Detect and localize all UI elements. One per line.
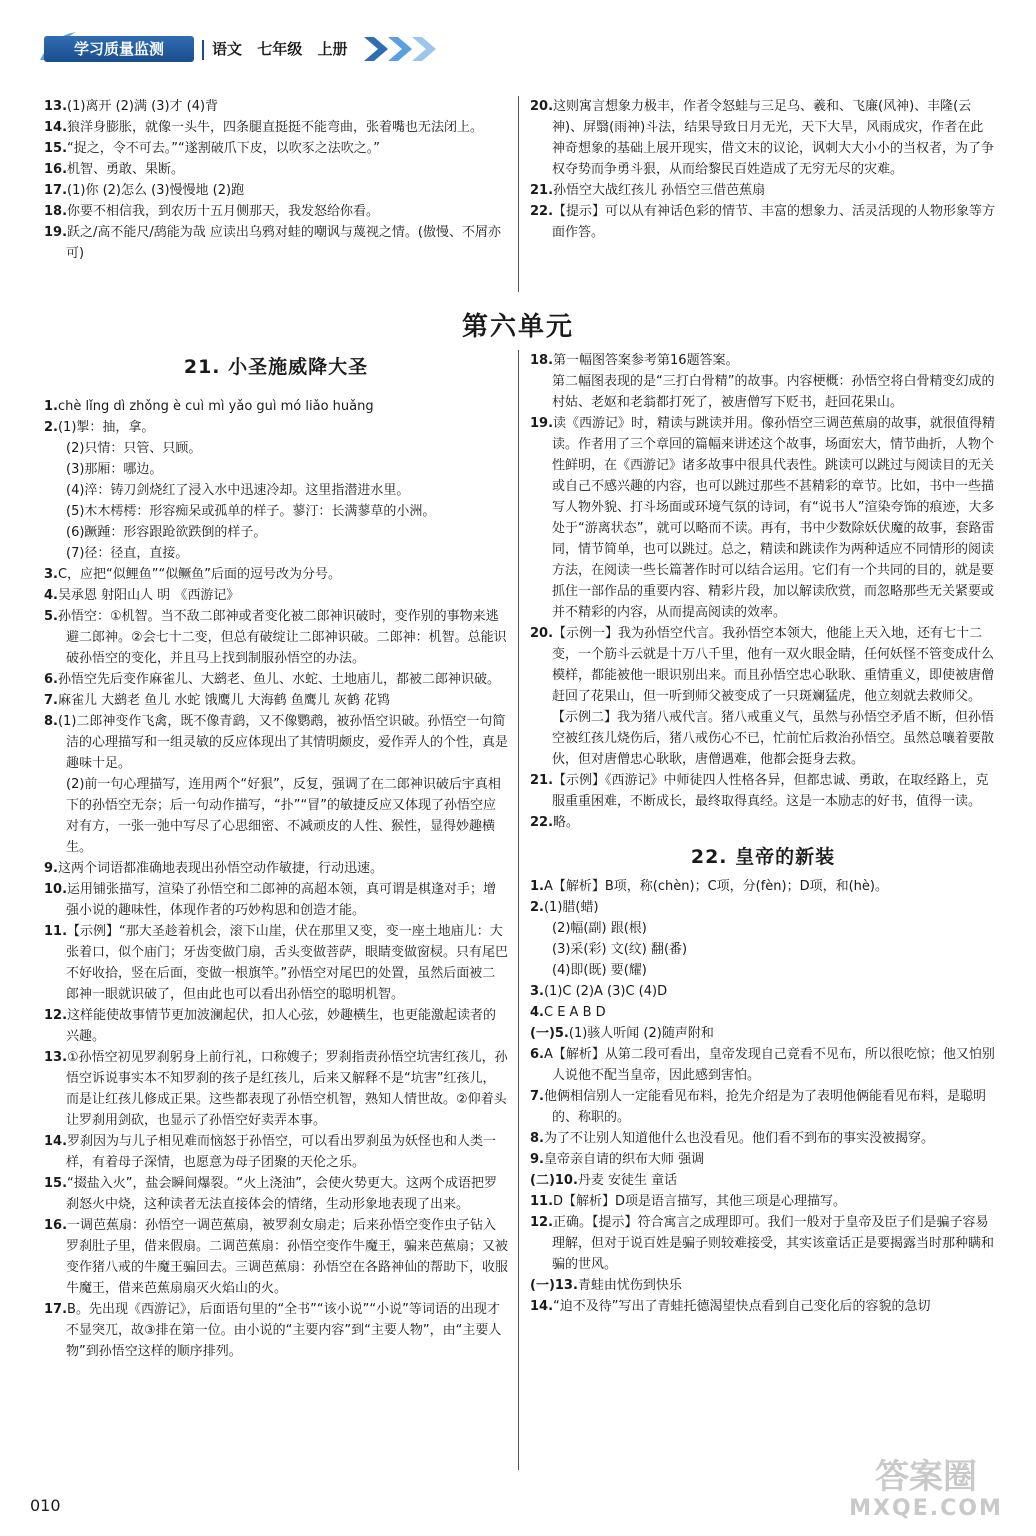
section-21-title: 21. 小圣施威降大圣 bbox=[183, 356, 369, 378]
list-item: 10.运用铺张描写，渲染了孙悟空和二郎神的高超本领，真可谓是棋逢对手；增强小说的趣味性，体现作者的巧妙构思和创造才能。 bbox=[44, 882, 497, 918]
brand-badge: 学习质量监测 bbox=[44, 36, 194, 62]
list-item: (4)即(既) 要(耀) bbox=[552, 963, 647, 978]
list-item: 21.【示例】《西游记》中师徒四人性格各异，但都忠诚、勇敢，在取经路上，克服重重困难，不断成长，最终取得真经。这是一本励志的好书，值得一读。 bbox=[530, 773, 989, 809]
list-item: 18.你要不相信我，到农历十五月侧那天，我发怒给你看。 bbox=[44, 204, 380, 219]
list-item: (7)径：径直，直接。 bbox=[66, 546, 189, 561]
header-divider bbox=[202, 40, 204, 60]
list-item: 12.正确。【提示】符合寓言之成理即可。我们一般对于皇帝及臣子们是骗子容易理解，但对于说百姓是骗子则较难接受，其实该童话正是要揭露当时那种瞒和骗的世风。 bbox=[530, 1215, 995, 1272]
right-main-answers bbox=[530, 350, 996, 833]
list-item: 13.(1)离开 (2)满 (3)才 (4)背 bbox=[44, 99, 219, 114]
list-item: 17.(1)你 (2)怎么 (3)慢慢地 (2)跑 bbox=[44, 183, 245, 198]
page-header bbox=[44, 28, 444, 68]
list-item: 7.麻雀儿 大鹚老 鱼儿 水蛇 饿鹰儿 大海鹤 鱼鹰儿 灰鹤 花鸨 bbox=[44, 693, 391, 708]
watermark-logo bbox=[836, 1458, 1016, 1528]
list-item: 2.(1)掣：抽，拿。 bbox=[44, 420, 155, 435]
list-item: 19.读《西游记》时，精读与跳读并用。像孙悟空三调芭蕉扇的故事，就很值得精读。作者用了三个章回的篇幅来讲述这个故事，场面宏大，情节曲折，人物个性鲜明，在《西游记》诸多故事中很具代表性。跳读可以跳过与阅读目的无关或自己不感兴趣的内容，也可以跳过那些不甚精彩的章节。比如，书中一些描写人物外貌、打斗场面或环境气氛的诗词，有“说书人”渲染夸饰的痕迹，大多处于“游离状态”，就可以略而不读。再有，书中少数除妖伏魔的故事，套路雷同，情节简单，也可以跳过。总之，精读和跳读作为两种适应不同情形的阅读方法，在阅读一些长篇著作时可以结合运用。它们有一个共同的目的，就是要抓住一部作品的重要内容、精彩片段，加以解读欣赏，而忽略那些无关紧要或并不精彩的内容，从而提高阅读的效率。 bbox=[530, 416, 996, 620]
list-item: (3)采(彩) 文(纹) 翻(番) bbox=[552, 942, 688, 957]
list-item: 4.吴承恩 射阳山人 明 《西游记》 bbox=[44, 588, 240, 603]
list-item: 3.(1)C (2)A (3)C (4)D bbox=[530, 984, 668, 999]
list-item: 11.【示例】“那大圣趁着机会，滚下山崖，伏在那里又变，变一座土地庙儿：大张着口，似个庙门；牙齿变做门扇，舌头变做菩萨，眼睛变做窗棂。只有尾巴不好收拾，竖在后面，变做一根旗竿。”孙悟空对尾巴的处置，虽然后面被二郎神一眼就识破了，但由此也可以看出孙悟空的聪明机智。 bbox=[44, 924, 509, 1002]
top-right-answers bbox=[530, 96, 996, 243]
watermark-line1: 答案圈 bbox=[875, 1457, 977, 1497]
list-item: 16.一调芭蕉扇：孙悟空一调芭蕉扇，被罗刹女扇走；后来孙悟空变作虫子钻入罗刹肚子里，借来假扇。二调芭蕉扇：孙悟空变作牛魔王，骗来芭蕉扇；又被变作猪八戒的牛魔王骗回去。三调芭蕉扇：孙悟空在各路神仙的帮助下，收服牛魔王，借来芭蕉扇扇灭火焰山的火。 bbox=[44, 1218, 509, 1296]
volume-label: 上册 bbox=[317, 40, 348, 58]
list-item: 20.这则寓言想象力极丰，作者令怒蛙与三足乌、羲和、飞廉(风神)、丰隆(云神)、屏翳(雨神)斗法，结果导致日月无光，天下大旱，风雨成灾，作者在此神奇想象的基础上展开现实，借文末的议论，讽刺大大小小的当权者，为了争权夺势而争勇斗狠，从而给黎民百姓造成了无穷无尽的灾难。 bbox=[530, 99, 995, 177]
list-item: 5.孙悟空：①机智。当不敌二郎神或者变化被二郎神识破时，变作别的事物来逃避二郎神。②会七十二变，但总有破绽让二郎神识破。二郎神：机智。总能识破孙悟空的变化，并且马上找到制服孙悟空的办法。 bbox=[44, 609, 507, 666]
list-item: (一)13.青蛙由忧伤到快乐 bbox=[530, 1278, 682, 1293]
list-item: (2)只情：只管、只顾。 bbox=[66, 441, 202, 456]
list-item: 8.(1)二郎神变作飞禽，既不像青鹞，又不像鹦鹉，被孙悟空识破。孙悟空一句简洁的心理描写和一组灵敏的反应体现出了其情明颇皮，爱作弄人的个性，真是趣味十足。 bbox=[44, 714, 509, 771]
list-item: 20.【示例一】我为孙悟空代言。我孙悟空本领大，他能上天入地，还有七十二变，一个筋斗云就是十万八千里，他有一双火眼金睛，任何妖怪不管变成什么模样，都能被他一眼识别出来。而且孙悟空忠心耿耿、重情重义，即使被唐僧赶回了花果山，但一听到师父被变成了一只斑斓猛虎，他立刻就去救师父。 bbox=[530, 626, 995, 704]
list-item: 9.皇帝亲自请的织布大师 强调 bbox=[530, 1152, 705, 1167]
list-item: 【示例二】我为猪八戒代言。猪八戒重义气，虽然与孙悟空矛盾不断，但孙悟空被红孩儿烧伤后，猪八戒伤心不已，忙前忙后救治孙悟空。虽然总嚷着要散伙，但对唐僧忠心耿耿，唐僧遇难，他都会挺身去救。 bbox=[552, 710, 995, 767]
list-item: 8.为了不让别人知道他什么也没看见。他们看不到布的事实没被揭穿。 bbox=[530, 1131, 934, 1146]
list-item: 2.(1)腊(蜡) bbox=[530, 900, 599, 915]
list-item: (5)木木樗樗：形容痴呆或孤单的样子。蓼汀：长满蓼草的小洲。 bbox=[66, 504, 436, 519]
unit-title: 第六单元 bbox=[461, 312, 574, 342]
list-item: 14.狼洋身膨胀，就像一头牛，四条腿直挺挺不能弯曲，张着嘴也无法闭上。 bbox=[44, 120, 484, 135]
list-item: (2)幅(副) 跟(根) bbox=[552, 921, 647, 936]
subject-label: 语文 bbox=[212, 40, 243, 58]
list-item: 3.C，应把“似鲤鱼”“似鳜鱼”后面的逗号改为分号。 bbox=[44, 567, 342, 582]
right-column bbox=[530, 350, 996, 1317]
list-item: 21.孙悟空大战红孩儿 孙悟空三借芭蕉扇 bbox=[530, 183, 766, 198]
list-item: 第二幅图表现的是“三打白骨精”的故事。内容梗概：孙悟空将白骨精变幻成的村姑、老妪和老翁都打死了，被唐僧写下贬书，赶回花果山。 bbox=[552, 374, 995, 410]
list-item: 14.“迫不及待”写出了青蛙托德渴望快点看到自己变化后的容貌的急切 bbox=[530, 1299, 931, 1314]
list-item: (2)前一句心理描写，连用两个“好狠”，反复，强调了在二郎神识破后宇真相下的孙悟空无奈；后一句动作描写，“扑”“冒”的敏捷反应又体现了孙悟空应对有方，一张一弛中写尽了心思细密、不减顽皮的人性、猴性，显得妙趣横生。 bbox=[66, 777, 501, 855]
list-item: 15.“捉之，令不可去。”“遂割破爪下皮，以吹豕之法吹之。” bbox=[44, 141, 380, 156]
column-divider bbox=[518, 96, 519, 292]
list-item: 6.孙悟空先后变作麻雀儿、大鹚老、鱼儿、水蛇、土地庙儿，都被二郎神识破。 bbox=[44, 672, 500, 687]
list-item: 1.A【解析】B项，称(chèn)；C项，分(fèn)；D项，和(hè)。 bbox=[530, 879, 888, 894]
column-divider bbox=[518, 350, 519, 1470]
list-item: 22.【提示】可以从有神话色彩的情节、丰富的想象力、活灵活现的人物形象等方面作答。 bbox=[530, 204, 996, 240]
list-item: (4)淬：铸刀剑烧红了浸入水中迅速冷却。这里指潜进水里。 bbox=[66, 483, 410, 498]
list-item: 16.机智、勇敢、果断。 bbox=[44, 162, 185, 177]
watermark-line2: MXQE.COM bbox=[849, 1496, 1003, 1521]
list-item: (6)蹶踵：形容跟跄欲跌倒的样子。 bbox=[66, 525, 267, 540]
list-item: 9.这两个词语都准确地表现出孙悟空动作敏捷，行动迅速。 bbox=[44, 861, 383, 876]
list-item: 13.①孙悟空初见罗刹躬身上前行礼，口称嫂子；罗刹指责孙悟空坑害红孩儿，孙悟空诉说事实本不知罗刹的孩子是红孩儿，后来又解释不是“坑害”红孩儿，而是让红孩儿修成正果。这些都表现了孙悟空机智，熟知人情世故。②仰着头让罗刹用剑砍，也显示了孙悟空好卖弄本事。 bbox=[44, 1050, 508, 1128]
list-item: 1.chè lǐng dì zhǒng è cuì mì yǎo guì mó liǎo huǎng bbox=[44, 399, 374, 414]
list-item: 19.跃之/高不能尺/鸹能为哉 应读出乌鸦对蛙的嘲讽与蔑视之情。(傲慢、不屑亦可) bbox=[44, 225, 501, 261]
list-item: 22.略。 bbox=[530, 815, 580, 830]
list-item: 7.他俩相信别人一定能看见布料，抢先介绍是为了表明他俩能看见布料，是聪明的、称职的。 bbox=[530, 1089, 986, 1125]
section-22-title: 22. 皇帝的新装 bbox=[690, 846, 836, 868]
list-item: 17.B。先出现《西游记》，后面语句里的“全书”“该小说”“小说”等词语的出现才不显突兀，故③排在第一位。由小说的“主要内容”到“主要人物”，由“主要人物”到孙悟空这样的顺序排列。 bbox=[44, 1302, 502, 1359]
list-item: 12.这样能使故事情节更加波澜起伏，扣人心弦，妙趣横生，也更能激起读者的兴趣。 bbox=[44, 1008, 497, 1044]
list-item: 6.A【解析】从第二段可看出，皇帝发现自己竟看不见布，所以很吃惊；他又怕别人说他不配当皇帝，因此感到害怕。 bbox=[530, 1047, 995, 1083]
list-item: 11.D【解析】D项是语言描写，其他三项是心理描写。 bbox=[530, 1194, 847, 1209]
section-22-answers bbox=[530, 876, 996, 1317]
list-item: (3)那厢：哪边。 bbox=[66, 462, 163, 477]
subject-line bbox=[212, 38, 358, 59]
grade-label: 七年级 bbox=[257, 40, 303, 58]
list-item: 18.第一幅图答案参考第16题答案。 bbox=[530, 353, 739, 368]
top-left-answers bbox=[44, 96, 508, 264]
list-item: (一)5.(1)骇人听闻 (2)随声附和 bbox=[530, 1026, 714, 1041]
list-item: 14.罗刹因为与儿子相见难而恼怒于孙悟空，可以看出罗刹虽为妖怪也和人类一样，有着母子深情，也愿意为母子团聚的天伦之乐。 bbox=[44, 1134, 497, 1170]
section-21-answers bbox=[44, 396, 508, 1362]
page-number: 010 bbox=[30, 1496, 61, 1515]
list-item: 15.“掇盐入火”，盐会瞬间爆裂。“火上浇油”，会使火势更大。这两个成语把罗刹怒火中烧，这种读者无法直接体会的情绪，生动形象地表现了出来。 bbox=[44, 1176, 497, 1212]
chevron-arrows-icon bbox=[364, 34, 484, 64]
list-item: (二)10.丹麦 安徒生 童话 bbox=[530, 1173, 678, 1188]
list-item: 4.C E A B D bbox=[530, 1005, 606, 1020]
